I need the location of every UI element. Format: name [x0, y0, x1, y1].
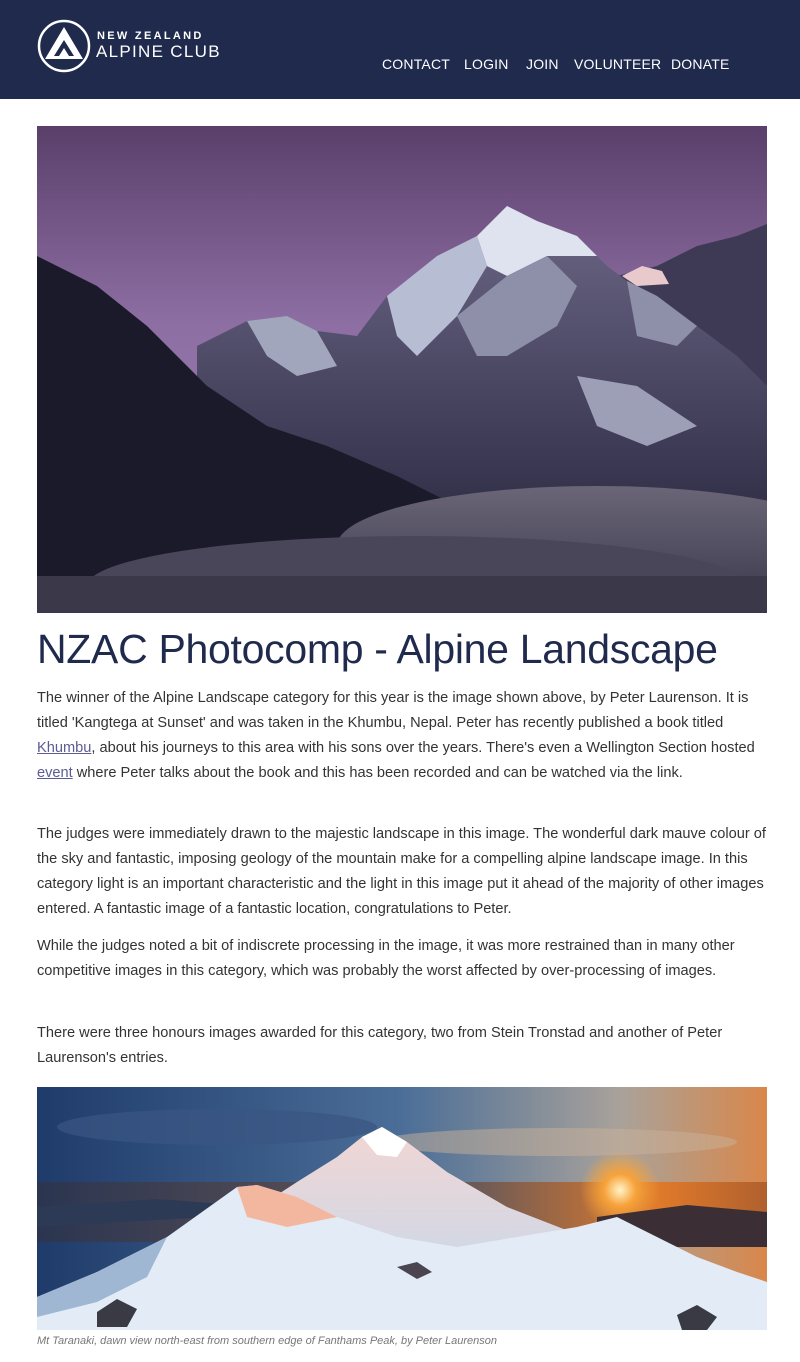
nav-contact[interactable]: CONTACT	[382, 56, 451, 72]
hero-photo-kangtega	[37, 126, 767, 613]
logo-text-line1: NEW ZEALAND	[97, 30, 204, 42]
article-paragraph-3: While the judges noted a bit of indiscrete processing in the image, it was more restrained than in many other competitive images in this category, which was probably the worst affected by over-processing of images.	[37, 938, 735, 979]
paragraph-1-text-a: The winner of the Alpine Landscape category for this year is the image shown above, by Peter Laurenson. It is titled 'Kangtega at Sunset' and was taken in the Khumbu, Nepal. Peter has recently published a book titled	[37, 690, 749, 731]
site-header	[0, 0, 800, 99]
logo-text-line2: ALPINE CLUB	[96, 42, 221, 61]
taranaki-dawn-image	[37, 1087, 767, 1330]
nav-volunteer[interactable]: VOLUNTEER	[574, 56, 662, 72]
nav-join[interactable]: JOIN	[526, 56, 559, 72]
photo-caption: Mt Taranaki, dawn view north-east from southern edge of Fanthams Peak, by Peter Laurenson	[37, 1335, 498, 1347]
mountain-sunset-image	[37, 126, 767, 613]
honours-photo-taranaki	[37, 1087, 767, 1330]
nav-login[interactable]: LOGIN	[464, 56, 509, 72]
main-nav	[0, 56, 800, 76]
article-paragraph-2: The judges were immediately drawn to the majestic landscape in this image. The wonderful dark mauve colour of the sky and fantastic, imposing geology of the mountain make for a compelling alpine landscape image. In this category light is an important characteristic and the light in this image put it ahead of the majority of other images entered. A fantastic image of a fantastic location, congratulations to Peter.	[37, 826, 766, 917]
page-title: NZAC Photocomp - Alpine Landscape	[37, 626, 718, 672]
article-paragraph-4: There were three honours images awarded for this category, two from Stein Tronstad and another of Peter Laurenson's entries.	[37, 1025, 723, 1066]
event-link[interactable]: event	[37, 765, 73, 781]
nav-donate[interactable]: DONATE	[671, 56, 730, 72]
paragraph-1-text-b: , about his journeys to this area with his sons over the years. There's even a Wellington Section hosted	[91, 740, 755, 756]
khumbu-book-link[interactable]: Khumbu	[37, 740, 92, 756]
paragraph-1-text-c: where Peter talks about the book and this has been recorded and can be watched via the link.	[72, 765, 683, 781]
article-paragraph-1	[37, 686, 775, 786]
